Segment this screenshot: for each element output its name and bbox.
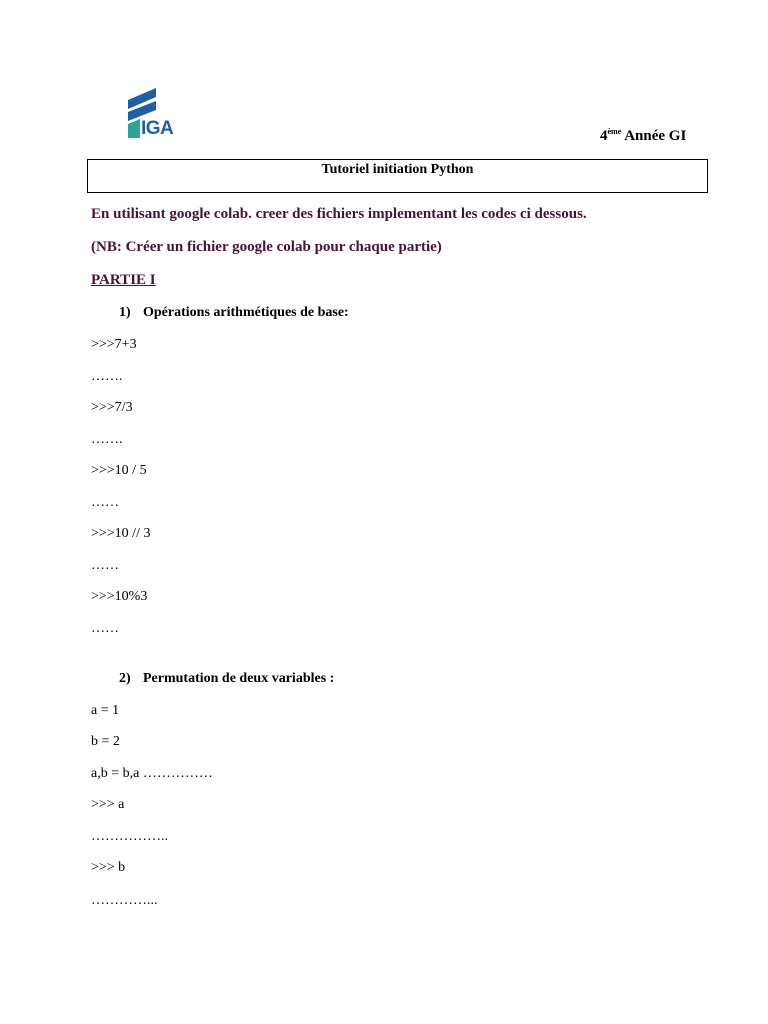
- section-1-number: 1): [119, 305, 131, 320]
- section-2-number: 2): [119, 671, 131, 686]
- code-line: >>>10 / 5: [91, 463, 147, 478]
- section-1-heading: [119, 305, 349, 321]
- code-line: >>>10%3: [91, 589, 148, 604]
- code-line: b = 2: [91, 734, 120, 749]
- code-line: >>>10 // 3: [91, 526, 151, 541]
- answer-placeholder: …………...: [91, 893, 158, 908]
- logo-text: IGA: [141, 118, 174, 139]
- code-line: >>>7+3: [91, 337, 137, 352]
- answer-placeholder: ……: [91, 621, 119, 636]
- code-line: >>> b: [91, 860, 126, 875]
- section-2-heading: [119, 671, 334, 687]
- instruction-text: En utilisant google colab. creer des fichiers implementant les codes ci dessous.: [91, 206, 587, 222]
- answer-placeholder: ……: [91, 558, 119, 573]
- code-line: a = 1: [91, 703, 120, 718]
- code-line: >>>7/3: [91, 400, 133, 415]
- code-line: >>> a: [91, 797, 125, 812]
- class-label: [600, 127, 686, 145]
- class-superscript: ème: [607, 127, 622, 136]
- note-text: (NB: Créer un fichier google colab pour chaque partie): [91, 239, 442, 255]
- section-1-title: Opérations arithmétiques de base:: [143, 305, 349, 320]
- answer-placeholder: ……………..: [91, 829, 168, 844]
- part-title: PARTIE I: [91, 272, 156, 288]
- code-line: a,b = b,a ……………: [91, 766, 213, 781]
- iga-logo: [126, 88, 176, 140]
- answer-placeholder: …….: [91, 369, 123, 384]
- answer-placeholder: …….: [91, 432, 123, 447]
- title-box: [87, 159, 708, 193]
- section-2-title: Permutation de deux variables :: [143, 671, 335, 686]
- class-rest: Année GI: [621, 128, 687, 144]
- answer-placeholder: ……: [91, 495, 119, 510]
- class-number: 4: [600, 128, 608, 144]
- page-title: Tutoriel initiation Python: [321, 162, 474, 177]
